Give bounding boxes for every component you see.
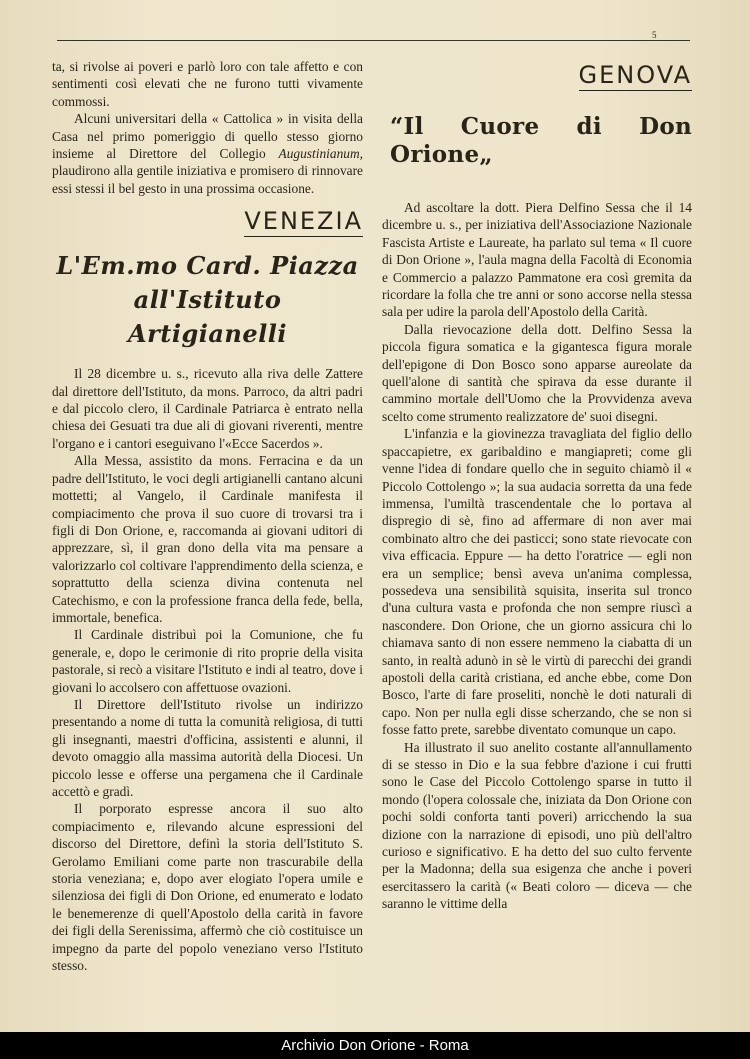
- left-column: [52, 58, 363, 974]
- genova-paragraph: Dalla rievocazione della dott. Delfino Sessa la piccola figura somatica e la gigantesca figura morale dell'epigone di Don Bosco sono apparse aureolate da quell'alone di santità che spirava da esse durante il cammino mortale dell'Uomo che la Provvidenza aveva scelto come strumento realizzatore de' suoi disegni.: [382, 321, 692, 424]
- page-number: 5: [652, 30, 657, 40]
- cattolica-paragraph: [52, 110, 363, 197]
- genova-paragraph: Ad ascoltare la dott. Piera Delfino Sessa che il 14 dicembre u. s., per iniziativa dell'Associazione Nazionale Fascista Artiste e Laureate, ha parlato sul tema « Il cuore di Don Orione », l'aula magna della Facoltà di Economia e Commercio a palazzo Pammatone era così gremita da ricordare la folla che tre anni or sono accorse nella stessa sala per udire la parola dell'Apostolo della Carità.: [382, 200, 692, 320]
- right-column: [382, 62, 692, 913]
- venezia-paragraph: Il 28 dicembre u. s., ricevuto alla riva delle Zattere dal direttore dell'Istituto, da mons. Parroco, da altri padri e dal piccolo clero, il Cardinale Patriarca è entrato nella chiesa dei Gesuati tra due ali di giovani riverenti, mentre l'organo e i cantori eseguivano l'«Ecce Sacerdos ».: [52, 366, 363, 451]
- venezia-title-line1: L'Em.mo Card. Piazza: [56, 251, 359, 281]
- genova-article-title: “Il Cuore di Don Orione„: [390, 113, 692, 168]
- section-venezia-label: VENEZIA: [244, 207, 363, 236]
- venezia-paragraph: Il Direttore dell'Istituto rivolse un indirizzo presentando a nome di tutta la comunità religiosa, di tutti gli insegnanti, maestri d'officina, assistenti e alunni, il devoto omaggio alla massima autorità della Diocesi. Un piccolo lesse e offerse una pergamena che il Cardinale accettò e gradì.: [52, 696, 363, 799]
- section-genova-label: GENOVA: [578, 61, 692, 89]
- venezia-paragraph: Il porporato espresse ancora il suo alto compiacimento e, rilevando alcune espressioni del discorso del Direttore, definì la storia dell'Istituto S. Gerolamo Emiliani come parte non trascurabile della storia veneziana; e, dopo aver elogiato l'opera umile e silenziosa dei figli di Don Orione, ed enumerato e lodato le benemerenze di quell'Apostolo della carità in favore dei figli della Serenissima, affermò che ciò costituisce un impegno da parte del popolo veneziano verso l'Istituto stesso.: [52, 801, 363, 974]
- cattolica-text-b: plaudirono alla gentile iniziativa e promisero di rinnovare essi stessi il bel gesto in una prossima occasione.: [52, 163, 363, 196]
- cattolica-text-a: Alcuni universitari della « Cattolica » in visita della Casa nel primo pomeriggio di quello stesso giorno insieme al Direttore del Collegio: [52, 111, 363, 162]
- venezia-paragraph: Il Cardinale distribuì poi la Comunione, che fu generale, e, dopo le cerimonie di rito proprie della visita pastorale, si recò a visitare l'Istituto e indi al teatro, dove i giovani lo accolsero con affettuose ovazioni.: [52, 627, 363, 695]
- section-genova: [382, 62, 692, 91]
- venezia-paragraph: Alla Messa, assistito da mons. Ferracina e da un padre dell'Istituto, le voci degli artigianelli cantano alcuni mottetti; al Vangelo, il Cardinale manifesta il compiacimento che prova il suo cuore di trovarsi tra i figli di Don Orione, e, raccomanda ai giovani uditori di apprezzare, sì, il gran dono della vita ma pensare a valorizzarlo col coltivare l'apprendimento della scienza, e soprattutto della scienza divina contenuta nel Catechismo, e con la professione franca della fede, bella, immortale, benefica.: [52, 453, 363, 625]
- venezia-title-line2: all'Istituto Artigianelli: [128, 285, 287, 349]
- header-rule: [57, 40, 690, 41]
- genova-paragraph: Ha illustrato il suo anelito costante all'annullamento di se stesso in Dio e la sua febbre d'azione i cui frutti sono le Case del Piccolo Cottolengo sparse in tutto il mondo (l'opera colossale che, iniziata da Don Orione con pochi soldi conforta tanti poveri) arricchendo la sua dizione con la narrazione di episodi, uno più dell'altro curioso e significativo. E ha detto del suo culto fervente per la Madonna; della sua esigenza che anche i poveri esercitassero la carità (« Beati coloro — diceva — che saranno le vittime della: [382, 739, 692, 912]
- venezia-article-title: [52, 249, 363, 351]
- archive-footer: Archivio Don Orione - Roma: [0, 1032, 750, 1059]
- genova-paragraph: L'infanzia e la giovinezza travagliata del figlio dello spaccapietre, ex garibaldino e mangiapreti; come gli venne l'idea di fondare quello che in seguito chiamò il « Piccolo Cottolengo »; la sua audacia sorretta da una fede immensa, l'umiltà trascendentale che lo portava al dispregio di sè, fino ad affermare di non aver mai combinato altro che dei pasticci; sono state rievocate con viva efficacia. Eppure — ha detto l'oratrice — egli non era un semplice; bensì aveva un'anima complessa, possedeva una sensibilità squisita, inserita sul tronco d'una cultura vasta e profonda che non sempre riuscì a nascondere. Don Orione, che un giorno assicura chi lo chiamava santo di non essere nemmeno la ciabatta di un santo, in realtà adunò in sè le virtù di parecchi dei grandi apostoli della carità cristiana, ed anche ebbe, come Don Bosco, l'arte di fare proseliti, nonchè le doti naturali di capo. Non per nulla egli disse scherzando, che se non si fosse fatto prete, sarebbe diventato comunque un capo.: [382, 426, 692, 738]
- section-venezia: [52, 208, 363, 237]
- intro-paragraph: ta, si rivolse ai poveri e parlò loro con tale affetto e con sentimenti così elevati che ne furono tutti vivamente commossi.: [52, 59, 363, 109]
- augustinianum-italic: Augustinianum,: [278, 146, 363, 162]
